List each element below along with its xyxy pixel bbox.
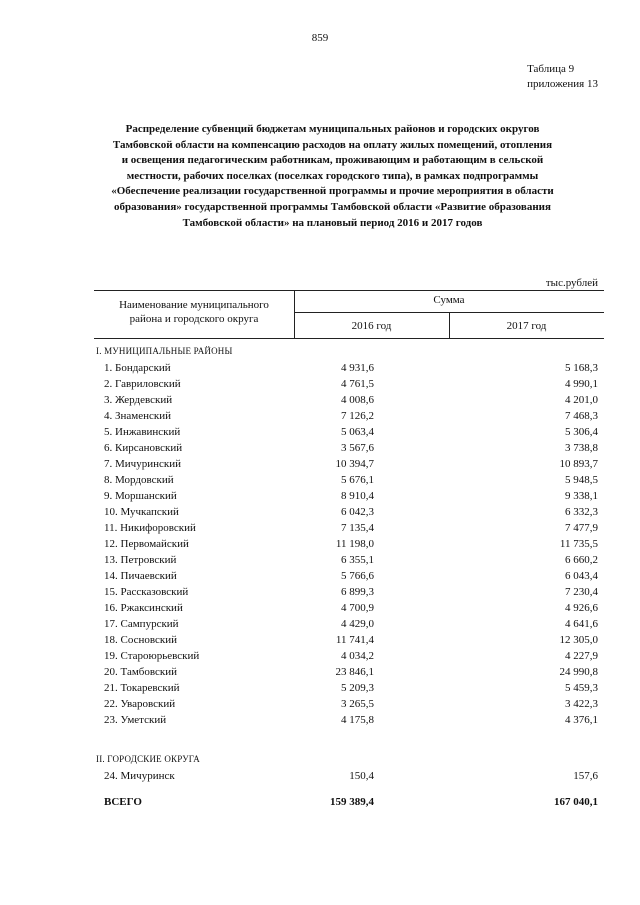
header-bottom-border [94, 338, 604, 339]
district-name: 10. Мучкапский [104, 506, 179, 518]
title-line: «Обеспечение реализации государственной программы и прочие мероприятия в области [111, 185, 554, 198]
value-2017: 10 893,7 [559, 458, 598, 470]
district-name: 2. Гавриловский [104, 378, 181, 390]
value-2016: 5 766,6 [341, 570, 374, 582]
value-2017: 7 477,9 [565, 522, 598, 534]
table-row [94, 618, 604, 634]
value-2017: 4 641,6 [565, 618, 598, 630]
district-name: 12. Первомайский [104, 538, 189, 550]
value-2016: 150,4 [349, 770, 374, 782]
table-row [94, 410, 604, 426]
value-2017: 3 738,8 [565, 442, 598, 454]
value-2016: 3 567,6 [341, 442, 374, 454]
table-row [94, 554, 604, 570]
value-2016: 6 355,1 [341, 554, 374, 566]
table-row [94, 650, 604, 666]
table-row [94, 634, 604, 650]
title-line: и освещения педагогическим работникам, проживающим и работающим в сельской [121, 154, 544, 167]
section-municipal-districts: I. МУНИЦИПАЛЬНЫЕ РАЙОНЫ [96, 346, 233, 356]
table-row [94, 666, 604, 682]
value-2017: 9 338,1 [565, 490, 598, 502]
value-2016: 4 034,2 [341, 650, 374, 662]
value-2017: 4 227,9 [565, 650, 598, 662]
value-2016: 7 135,4 [341, 522, 374, 534]
value-2017: 6 660,2 [565, 554, 598, 566]
value-2016: 5 063,4 [341, 426, 374, 438]
district-name: 4. Знаменский [104, 410, 172, 422]
district-name: 13. Петровский [104, 554, 177, 566]
value-2016: 23 846,1 [335, 666, 374, 678]
table-row [94, 570, 604, 586]
table-row [94, 378, 604, 394]
value-2017: 6 043,4 [565, 570, 598, 582]
table-row [94, 458, 604, 474]
value-2016: 10 394,7 [335, 458, 374, 470]
title-line: Тамбовской области на компенсацию расходов на оплату жилых помещений, отопления [112, 138, 553, 151]
value-2017: 24 990,8 [559, 666, 598, 678]
total-2017: 167 040,1 [554, 796, 598, 808]
value-2016: 11 741,4 [335, 634, 374, 646]
value-2016: 4 008,6 [341, 394, 374, 406]
table-row [94, 682, 604, 698]
district-name: 17. Сампурский [104, 618, 179, 630]
value-2017: 4 990,1 [565, 378, 598, 390]
table-ref-line1: Таблица 9 [527, 63, 575, 75]
table-row [94, 506, 604, 522]
table-row [94, 426, 604, 442]
district-name: 11. Никифоровский [104, 522, 196, 534]
unit-label: тыс.рублей [545, 277, 598, 289]
table-row [94, 586, 604, 602]
table-ref-line2: приложения 13 [527, 78, 598, 90]
table-row [94, 522, 604, 538]
district-name: 21. Токаревский [104, 682, 180, 694]
district-name: 18. Сосновский [104, 634, 178, 646]
district-name: 14. Пичаевский [104, 570, 177, 582]
value-2017: 4 201,0 [565, 394, 598, 406]
title-line: Тамбовской области» на плановый период 2016 и 2017 годов [182, 216, 483, 229]
value-2016: 6 042,3 [341, 506, 374, 518]
value-2016: 4 175,8 [341, 714, 374, 726]
table-row [94, 362, 604, 378]
value-2016: 4 931,6 [341, 362, 374, 374]
district-name: 20. Тамбовский [104, 666, 178, 678]
header-name-column [94, 298, 294, 326]
district-name: 24. Мичуринск [104, 770, 175, 782]
value-2016: 4 761,5 [341, 378, 374, 390]
header-name-line2: района и городского округа [129, 313, 259, 325]
table-row [94, 714, 604, 730]
district-name: 23. Уметский [104, 714, 167, 726]
district-name: 5. Инжавинский [104, 426, 181, 438]
section-city-districts: II. ГОРОДСКИЕ ОКРУГА [96, 754, 200, 764]
value-2017: 7 230,4 [565, 586, 598, 598]
value-2017: 5 459,3 [565, 682, 598, 694]
value-2016: 4 429,0 [341, 618, 374, 630]
table-row [94, 474, 604, 490]
value-2016: 6 899,3 [341, 586, 374, 598]
header-sum: Сумма [433, 294, 465, 306]
district-name: 16. Ржаксинский [104, 602, 183, 614]
total-label: ВСЕГО [104, 796, 142, 808]
value-2016: 4 700,9 [341, 602, 374, 614]
title-line: местности, рабочих поселках (поселках городского типа), в рамках подпрограммы [126, 169, 539, 182]
value-2017: 7 468,3 [565, 410, 598, 422]
value-2016: 5 676,1 [341, 474, 374, 486]
value-2017: 11 735,5 [559, 538, 598, 550]
district-name: 1. Бондарский [104, 362, 171, 374]
header-name-line1: Наименование муниципального [119, 299, 269, 311]
value-2016: 3 265,5 [341, 698, 374, 710]
value-2017: 4 376,1 [565, 714, 598, 726]
district-name: 6. Кирсановский [104, 442, 183, 454]
total-2016: 159 389,4 [330, 796, 374, 808]
value-2017: 5 168,3 [565, 362, 598, 374]
value-2017: 6 332,3 [565, 506, 598, 518]
table-row [94, 602, 604, 618]
value-2016: 11 198,0 [335, 538, 374, 550]
value-2017: 157,6 [573, 770, 598, 782]
title-line: Распределение субвенций бюджетам муниципальных районов и городских округов [125, 123, 540, 135]
district-name: 8. Мордовский [104, 474, 174, 486]
district-name: 22. Уваровский [104, 698, 176, 710]
value-2017: 4 926,6 [565, 602, 598, 614]
district-name: 7. Мичуринский [104, 458, 181, 470]
table-reference [527, 62, 598, 92]
value-2016: 5 209,3 [341, 682, 374, 694]
district-name: 3. Жердевский [104, 394, 173, 406]
value-2016: 7 126,2 [341, 410, 374, 422]
page-number: 859 [311, 32, 329, 44]
table-row [94, 698, 604, 714]
value-2017: 5 948,5 [565, 474, 598, 486]
value-2016: 8 910,4 [341, 490, 374, 502]
table-row [94, 538, 604, 554]
district-name: 15. Рассказовский [104, 586, 189, 598]
document-title [70, 122, 595, 231]
header-year-2016: 2016 год [351, 320, 392, 332]
value-2017: 5 306,4 [565, 426, 598, 438]
district-name: 19. Староюрьевский [104, 650, 200, 662]
value-2017: 12 305,0 [559, 634, 598, 646]
value-2017: 3 422,3 [565, 698, 598, 710]
table-row [94, 442, 604, 458]
title-line: образования» государственной программы Тамбовской области «Развитие образования [114, 200, 551, 213]
table-row [94, 490, 604, 506]
total-row [94, 796, 604, 812]
table-row [94, 770, 604, 786]
table-top-border [94, 290, 604, 291]
district-name: 9. Моршанский [104, 490, 177, 502]
table-row [94, 394, 604, 410]
header-year-2017: 2017 год [506, 320, 547, 332]
